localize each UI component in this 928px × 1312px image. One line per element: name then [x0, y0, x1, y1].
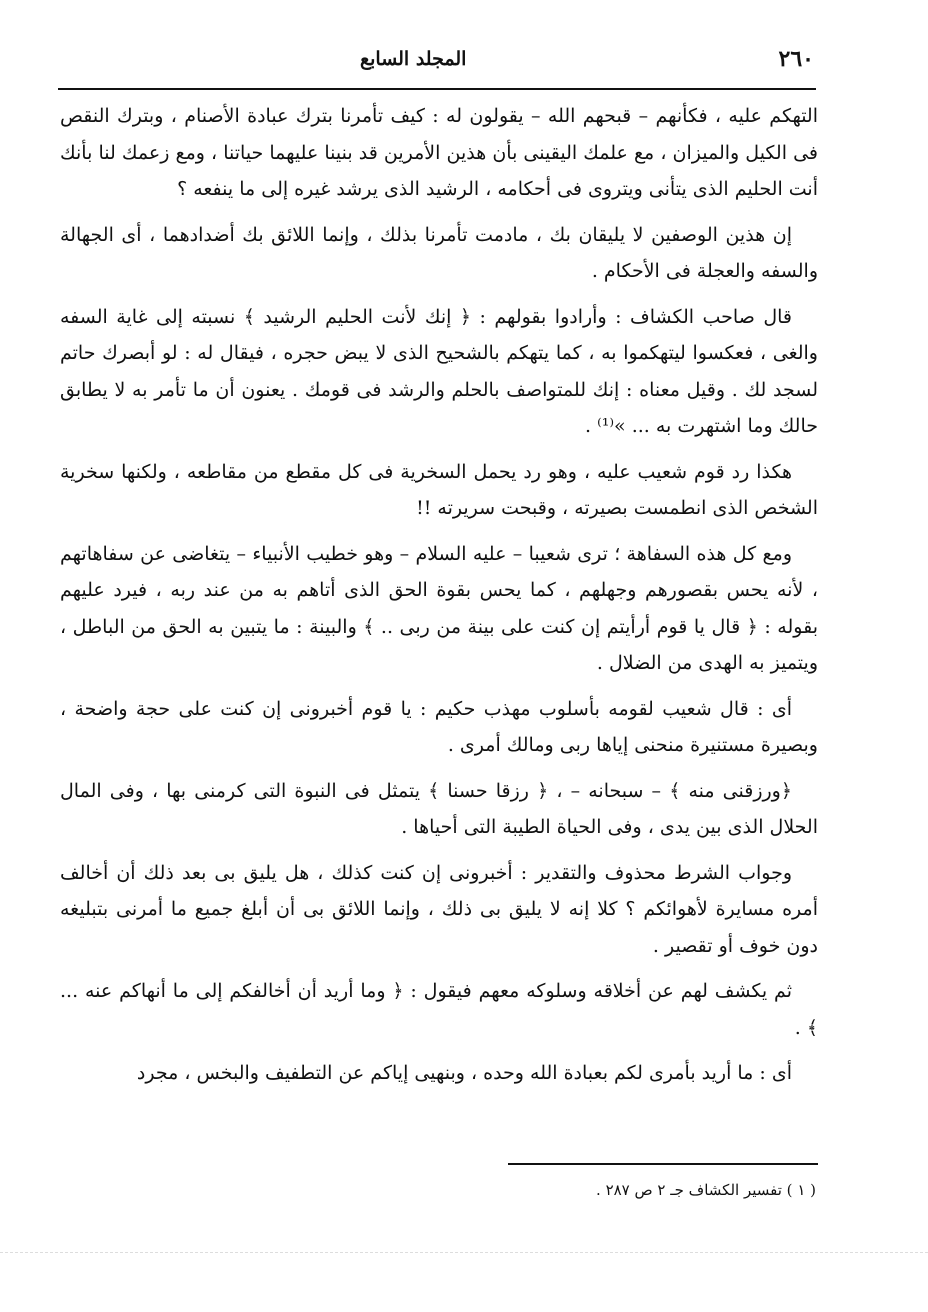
running-title: المجلد السابع [360, 48, 467, 70]
header-rule [58, 88, 816, 90]
paragraph: التهكم عليه ، فكأنهم – قبحهم الله – يقولون له : كيف تأمرنا بترك عبادة الأصنام ، وبترك النقص فى الكيل والميزان ، مع علمك اليقينى بأن هذين الأمرين قد بنينا عليهما حياتنا ، ومع زعمك لنا بأنك أنت الحليم الذى يتأنى ويتروى فى أحكامه ، الرشيد الذى يرشد غيره إلى ما ينفعه ؟ [60, 105, 818, 200]
paragraph: ومع كل هذه السفاهة ؛ ترى شعيبا – عليه السلام – وهو خطيب الأنبياء – يتغاضى عن سفاهاتهم ، لأنه يحس بقصورهم وجهلهم ، كما يحس بقوة الحق الذى أتاهم به من عند ربه ، فيرد عليهم بقوله : ﴿ قال يا قوم أرأيتم إن كنت على بينة من ربى .. ﴾ والبينة : ما يتبين به الحق من الباطل ، ويتميز به الهدى من الضلال . [60, 542, 818, 674]
paragraph: وجواب الشرط محذوف والتقدير : أخبرونى إن كنت كذلك ، هل يليق بى بعد ذلك أن أخالف أمره مسايرة لأهوائكم ؟ كلا إنه لا يليق بى ذلك ، وإنما اللائق بى أن أبلغ جميع ما أمرنى بتبليغه دون خوف أو تقصير . [60, 861, 818, 957]
page-number: ٢٦٠ [778, 46, 814, 72]
paragraph: أى : قال شعيب لقومه بأسلوب مهذب حكيم : يا قوم أخبرونى إن كنت على حجة واضحة ، وبصيرة مستنيرة منحنى إياها ربى ومالك أمرى . [60, 697, 818, 756]
page-header [60, 44, 822, 80]
paragraph: ﴿ورزقنى منه ﴾ – سبحانه – ، ﴿ رزقا حسنا ﴾ يتمثل فى النبوة التى كرمنى بها ، وفى المال الحلال الذى بين يدى ، وفى الحياة الطيبة التى أحياها . [60, 779, 818, 838]
paragraph: هكذا رد قوم شعيب عليه ، وهو رد يحمل السخرية فى كل مقطع من مقاطعه ، ولكنها سخرية الشخص الذى انطمست بصيرته ، وقبحت سريرته !! [60, 460, 818, 519]
paragraph: إن هذين الوصفين لا يليقان بك ، مادمت تأمرنا بذلك ، وإنما اللائق بك أضدادهما ، أى الجهالة والسفه والعجلة فى الأحكام . [60, 223, 818, 282]
scan-edge [0, 1252, 928, 1253]
body-text [60, 98, 818, 1101]
paragraph: أى : ما أريد بأمرى لكم بعبادة الله وحده ، وبنهيى إياكم عن التطفيف والبخس ، مجرد [136, 1062, 792, 1084]
footnote-rule [508, 1163, 818, 1165]
footnote: ( ١ ) تفسير الكشاف جـ ٢ ص ٢٨٧ . [596, 1181, 816, 1199]
paragraph: ثم يكشف لهم عن أخلاقه وسلوكه معهم فيقول : ﴿ وما أريد أن أخالفكم إلى ما أنهاكم عنه ... ﴾ . [60, 980, 818, 1039]
paragraph: قال صاحب الكشاف : وأرادوا بقولهم : ﴿ إنك لأنت الحليم الرشيد ﴾ نسبته إلى غاية السفه والغى ، فعكسوا ليتهكموا به ، كما يتهكم بالشحيح الذى لا يبض حجره ، فيقال له : لو أبصرك حاتم لسجد لك . وقيل معناه : إنك للمتواصف بالحلم والرشد فى قومك . يعنون أن ما تأمر به لا يطابق حالك وما اشتهرت به ... »⁽¹⁾ . [60, 305, 818, 437]
